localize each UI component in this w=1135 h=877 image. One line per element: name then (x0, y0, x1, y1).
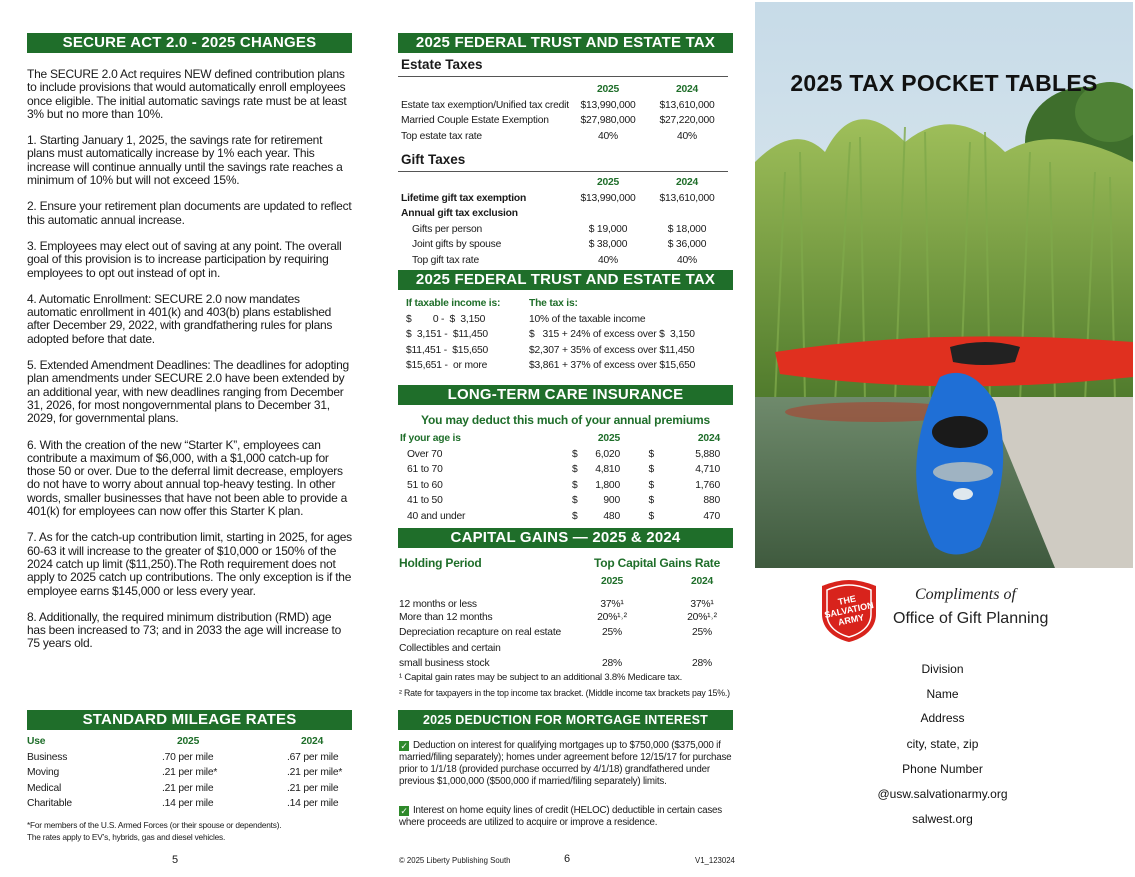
ltc-2024: 470 (703, 510, 720, 522)
table-row (399, 656, 729, 672)
ltc-dollar: $ (648, 479, 654, 491)
table-row (400, 509, 720, 525)
cg-head-rate: Top Capital Gains Rate (594, 556, 721, 570)
estate-label: Married Couple Estate Exemption (401, 115, 549, 127)
trust-head-tax: The tax is: (529, 298, 578, 310)
gift-2025: 40% (597, 254, 618, 266)
table-row (400, 478, 720, 494)
table-row (399, 610, 729, 626)
table-row (27, 765, 347, 781)
mileage-use: Business (27, 751, 68, 763)
copyright: © 2025 Liberty Publishing South (399, 856, 511, 865)
table-row (401, 206, 731, 222)
ltc-table (400, 431, 720, 524)
logo-text: THE SALVATION ARMY (823, 593, 875, 628)
mileage-head-2025: 2025 (177, 736, 200, 748)
mortgage-item-1 (399, 740, 734, 788)
table-row (27, 781, 347, 797)
table-row (406, 358, 731, 374)
ltc-head-age: If your age is (400, 433, 461, 445)
gift-lifetime-label: Lifetime gift tax exemption (401, 192, 527, 204)
estate-2024: 40% (676, 130, 697, 142)
cg-2025: 28% (601, 658, 622, 670)
ltc-2025: 1,800 (595, 479, 620, 491)
table-row (400, 447, 720, 463)
trust-tax: 10% of the taxable income (529, 313, 646, 325)
ltc-dollar: $ (572, 464, 578, 476)
ltc-age: Over 70 (407, 448, 443, 460)
table-row (406, 312, 731, 328)
gift-2024: $ 18,000 (667, 223, 707, 235)
cg-2025: 37%¹ (600, 598, 624, 610)
cg-period: More than 12 months (399, 611, 493, 623)
version-code: V1_123024 (695, 856, 735, 865)
item-6-paragraph: 6. With the creation of the new “Starter K”, employees can contribute a maximum of $6,000, with a $1,000 catch-up for those 50 or over. Due to the deferral limit decrease, employers do not have to worry about annual top-heavy testing. In other words, smaller businesses that have not been able to provide a 401(k) for employees can now offer this Starter K plan. (27, 437, 348, 519)
gift-label: Top gift tax rate (412, 254, 479, 266)
ltc-dollar: $ (648, 464, 654, 476)
capital-gains-band: CAPITAL GAINS — 2025 & 2024 (398, 528, 733, 548)
mileage-note-1: *For members of the U.S. Armed Forces (or their spouse or dependents). (27, 820, 282, 830)
estate-2025: $13,990,000 (580, 99, 636, 111)
table-row (401, 175, 731, 191)
ltc-2024: 4,710 (695, 464, 720, 476)
cg-2024: 20%¹˒² (687, 611, 717, 623)
table-row (401, 82, 731, 98)
gift-taxes-heading: Gift Taxes (401, 152, 466, 167)
gift-table (401, 175, 731, 268)
contact-phone: Phone Number (902, 762, 983, 776)
cg-2024: 25% (691, 627, 712, 639)
cg-head-period: Holding Period (399, 556, 482, 570)
page-number-5: 5 (172, 854, 179, 866)
table-row (401, 253, 731, 269)
table-row (400, 493, 720, 509)
mileage-2024: .67 per mile (287, 751, 339, 763)
gift-2024: $ 36,000 (667, 239, 707, 251)
estate-rule (398, 76, 728, 77)
office-title: Office of Gift Planning (893, 610, 1049, 627)
cg-period: Collectibles and certain (399, 642, 501, 654)
cg-period: small business stock (399, 658, 490, 670)
contact-email: @usw.salvationarmy.org (877, 787, 1008, 801)
ltc-dollar: $ (648, 510, 654, 522)
table-row (400, 431, 720, 447)
table-row (399, 641, 729, 657)
mileage-band: STANDARD MILEAGE RATES (27, 710, 352, 730)
mortgage-item-2-text: Interest on home equity lines of credit (HELOC) deductible in certain cases where proceeds are utilized to acquire or improve a residence. (399, 805, 723, 828)
table-row (401, 98, 731, 114)
cg-footnote-2: ² Rate for taxpayers in the top income tax bracket. (Middle income tax brackets pay 15%.) (399, 688, 730, 698)
estate-table (401, 82, 731, 144)
gift-rule (398, 171, 728, 172)
capital-gains-table (399, 574, 729, 672)
intro-paragraph: The SECURE 2.0 Act requires NEW defined contribution plans to include provisions that would automatically enroll employees once eligible. The initial automatic savings rate must be at least 3% but no more than 10%. (27, 67, 347, 121)
ltc-2024: 5,880 (695, 448, 720, 460)
estate-2024: $13,610,000 (659, 99, 715, 111)
trust-income: $11,451 - $15,650 (406, 344, 489, 356)
mileage-2025: .21 per mile* (162, 767, 218, 779)
ltc-2025: 6,020 (595, 448, 620, 460)
cover-title: 2025 TAX POCKET TABLES (790, 70, 1098, 96)
gift-annual-label: Annual gift tax exclusion (401, 208, 518, 220)
gift-head-2024: 2024 (675, 177, 699, 189)
cg-footnote-1: ¹ Capital gain rates may be subject to an additional 3.8% Medicare tax. (399, 672, 683, 683)
table-row (406, 296, 731, 312)
table-row (399, 625, 729, 641)
cg-2025: 20%¹˒² (597, 611, 627, 623)
ltc-dollar: $ (572, 510, 578, 522)
estate-label: Estate tax exemption/Unified tax credit (401, 99, 569, 111)
trust-head-income: If taxable income is: (406, 298, 501, 310)
cg-2024: 28% (691, 658, 712, 670)
trust-tax-band: 2025 FEDERAL TRUST AND ESTATE TAX (398, 270, 733, 290)
ltc-2025: 480 (603, 510, 620, 522)
cg-2024: 37%¹ (690, 598, 714, 610)
estate-tax-band: 2025 FEDERAL TRUST AND ESTATE TAX (398, 33, 733, 53)
mileage-2024: .21 per mile (287, 782, 339, 794)
mileage-table (27, 734, 347, 812)
cg-head-2024: 2024 (690, 576, 714, 588)
item-8-paragraph: 8. Additionally, the required minimum distribution (RMD) age has been increased to 73; and in 2033 the age will increase to 75 years old. (27, 609, 342, 651)
ltc-head-2025: 2025 (597, 433, 620, 445)
table-row (27, 750, 347, 766)
table-row (401, 237, 731, 253)
ltc-dollar: $ (572, 495, 578, 507)
ltc-band: LONG-TERM CARE INSURANCE (398, 385, 733, 405)
ltc-dollar: $ (572, 448, 578, 460)
ltc-2024: 1,760 (695, 479, 720, 491)
mileage-use: Medical (27, 782, 62, 794)
contact-division: Division (921, 662, 964, 676)
trust-income: $ 3,151 - $11,450 (406, 329, 488, 341)
item-2-paragraph: 2. Ensure your retirement plan documents are updated to reflect this automatic annual increase. (27, 199, 352, 227)
mileage-2025: .21 per mile (162, 782, 214, 794)
contact-city: city, state, zip (906, 737, 979, 751)
table-row (406, 343, 731, 359)
table-row (27, 734, 347, 750)
ltc-2024: 880 (703, 495, 720, 507)
ltc-dollar: $ (572, 479, 578, 491)
mileage-head-2024: 2024 (301, 736, 324, 748)
table-row (401, 222, 731, 238)
trust-tax: $ 315 + 24% of excess over $ 3,150 (529, 329, 695, 341)
estate-head-2024: 2024 (675, 84, 699, 96)
item-3-paragraph: 3. Employees may elect out of saving at any point. The overall goal of this provision is to increase participation by requiring employees to opt out instead of opt in. (27, 238, 342, 280)
mortgage-item-1-text: Deduction on interest for qualifying mortgages up to $750,000 ($375,000 if married/filing separately); homes under agreement before 12/15/17 for purchase prior to 1/1/18 (provided purchase occurred by 4/1/18) grandfathered under previous $1,000,000 ($500,000 if married/filing separately) limits. (399, 740, 732, 787)
item-7-paragraph: 7. As for the catch-up contribution limit, starting in 2025, for ages 60-63 it will increase to the greater of $10,000 or 150% of the 2024 catch up limit ($11,250).The Roth requirement does not apply to 2025 catch up contributions. The only exception is if the employee earns $145,000 or less every year. (27, 530, 352, 598)
item-1-paragraph: 1. Starting January 1, 2025, the savings rate for retirement plans must automatically increase by 1% each year. This increase will continue annually until the savings rate reaches a minimum of 10% but will not exceed 15%. (27, 133, 343, 188)
trust-tax: $3,861 + 37% of excess over $15,650 (529, 360, 696, 372)
estate-2025: $27,980,000 (580, 115, 636, 127)
mileage-2024: .21 per mile* (287, 767, 343, 779)
table-row (400, 462, 720, 478)
table-row (406, 327, 731, 343)
table-row (401, 113, 731, 129)
gift-2025: $ 19,000 (588, 223, 628, 235)
gift-lifetime-2025: $13,990,000 (580, 192, 636, 204)
gift-head-2025: 2025 (596, 177, 620, 189)
table-row (401, 129, 731, 145)
mortgage-item-2 (399, 805, 734, 829)
estate-label: Top estate tax rate (401, 130, 482, 142)
mileage-use: Moving (27, 767, 59, 779)
mileage-use: Charitable (27, 798, 72, 810)
ltc-subtitle: You may deduct this much of your annual premiums (421, 413, 710, 427)
table-row (399, 574, 729, 590)
secure-act-band: SECURE ACT 2.0 - 2025 CHANGES (27, 33, 352, 53)
estate-head-2025: 2025 (596, 84, 620, 96)
trust-tax-table (406, 296, 731, 374)
cg-period: Depreciation recapture on real estate (399, 627, 562, 639)
estate-2025: 40% (597, 130, 618, 142)
item-5-paragraph: 5. Extended Amendment Deadlines: The deadlines for adopting plan amendments under SECURE 2.0 have been extended by an additional year, with new deadlines ranging from December 31, 2026, for most nongovernmental plans to December 31, 2029, for governmental plans. (27, 358, 349, 426)
gift-lifetime-2024: $13,610,000 (659, 192, 715, 204)
mileage-head-use: Use (27, 736, 46, 748)
trust-income: $15,651 - or more (406, 360, 488, 372)
cg-head-2025: 2025 (600, 576, 624, 588)
gift-label: Gifts per person (412, 223, 483, 235)
checkbox-icon: ✓ (400, 741, 408, 751)
ltc-age: 51 to 60 (407, 479, 443, 491)
ltc-2025: 900 (603, 495, 620, 507)
item-4-paragraph: 4. Automatic Enrollment: SECURE 2.0 now mandates automatic enrollment in 401(k) and 403(b) plans established after December 29, 2022, with grandfathering rules for plans adopted before that date. (27, 291, 333, 346)
contact-address: Address (920, 711, 965, 725)
gift-2024: 40% (676, 254, 697, 266)
gift-2025: $ 38,000 (588, 239, 628, 251)
cg-2025 (589, 641, 635, 657)
gift-label: Joint gifts by spouse (412, 239, 502, 251)
ltc-dollar: $ (648, 495, 654, 507)
estate-taxes-heading: Estate Taxes (401, 57, 483, 72)
ltc-age: 40 and under (407, 510, 466, 522)
compliments-text: Compliments of (915, 586, 1016, 603)
trust-tax: $2,307 + 35% of excess over $11,450 (529, 344, 695, 356)
trust-income: $ 0 - $ 3,150 (406, 313, 486, 325)
table-row (401, 191, 731, 207)
cg-2025: 25% (601, 627, 622, 639)
ltc-head-2024: 2024 (697, 433, 720, 445)
ltc-age: 61 to 70 (407, 464, 443, 476)
table-row (27, 796, 347, 812)
mileage-2024: .14 per mile (287, 798, 339, 810)
cg-2024 (679, 641, 725, 657)
estate-2024: $27,220,000 (659, 115, 715, 127)
ltc-dollar: $ (648, 448, 654, 460)
ltc-2025: 4,810 (595, 464, 620, 476)
mileage-note-2: The rates apply to EV’s, hybrids, gas and diesel vehicles. (27, 832, 226, 842)
ltc-age: 41 to 50 (407, 495, 443, 507)
checkbox-icon: ✓ (400, 806, 408, 816)
contact-name: Name (926, 687, 959, 701)
table-row (399, 590, 729, 610)
mileage-2025: .70 per mile (162, 751, 214, 763)
page-number-6: 6 (564, 853, 571, 865)
secure-act-text (27, 68, 352, 664)
mortgage-band: 2025 DEDUCTION FOR MORTGAGE INTEREST (398, 710, 733, 730)
cg-period: 12 months or less (399, 598, 477, 610)
contact-website: salwest.org (912, 812, 973, 826)
mileage-2025: .14 per mile (162, 798, 214, 810)
